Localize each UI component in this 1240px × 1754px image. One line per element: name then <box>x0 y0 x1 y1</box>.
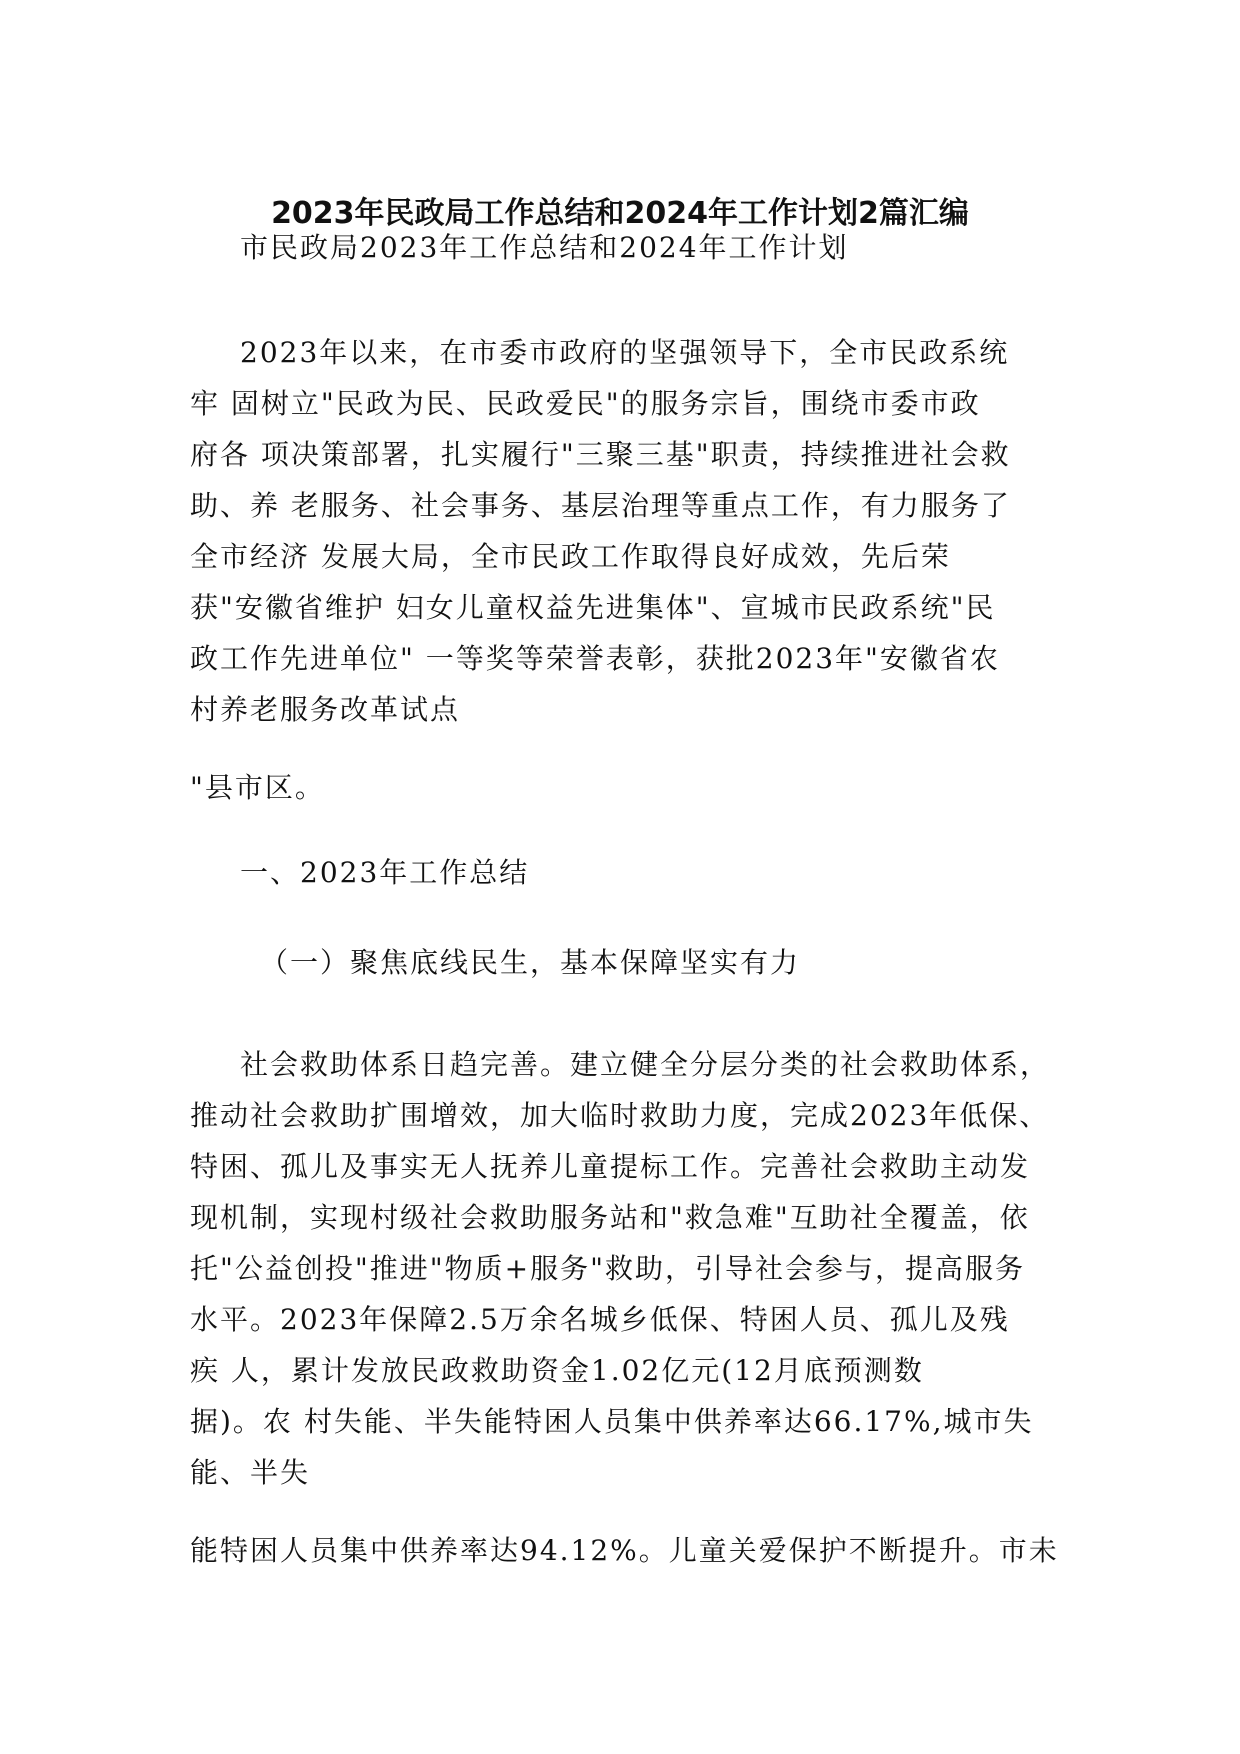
document-subtitle: 市民政局2023年工作总结和2024年工作计划 <box>240 231 849 264</box>
paragraph1-line-1: 2023年以来，在市委市政府的坚强领导下，全市民政系统 <box>240 336 1010 369</box>
subsection-heading: （一）聚焦底线民生，基本保障坚实有力 <box>260 946 801 979</box>
paragraph1-line-2: 牢 固树立"民政为民、民政爱民"的服务宗旨，围绕市委市政 <box>190 387 981 420</box>
document-title: 2023年民政局工作总结和2024年工作计划2篇汇编 <box>271 196 969 231</box>
paragraph2-line-5: 托"公益创投"推进"物质+服务"救助，引导社会参与，提高服务 <box>190 1252 1025 1285</box>
paragraph2-line-3: 特困、孤儿及事实无人抚养儿童提标工作。完善社会救助主动发 <box>190 1150 1031 1183</box>
paragraph1-tail: "县市区。 <box>190 771 325 804</box>
section-heading: 一、2023年工作总结 <box>240 856 530 889</box>
paragraph2-line-9: 能、半失 <box>190 1456 311 1489</box>
paragraph1-line-6: 获"安徽省维护 妇女儿童权益先进集体"、宣城市民政系统"民 <box>190 591 996 624</box>
paragraph1-line-7: 政工作先进单位" 一等奖等荣誉表彰，获批2023年"安徽省农 <box>190 642 1000 675</box>
paragraph1-line-4: 助、养 老服务、社会事务、基层治理等重点工作，有力服务了 <box>190 489 1011 522</box>
paragraph1-line-5: 全市经济 发展大局，全市民政工作取得良好成效，先后荣 <box>190 540 951 573</box>
paragraph2-tail: 能特困人员集中供养率达94.12%。儿童关爱保护不断提升。市未 <box>190 1534 1059 1567</box>
paragraph2-line-7: 疾 人，累计发放民政救助资金1.02亿元(12月底预测数 <box>190 1354 924 1387</box>
paragraph2-line-1: 社会救助体系日趋完善。建立健全分层分类的社会救助体系， <box>240 1048 1051 1081</box>
paragraph1-line-3: 府各 项决策部署，扎实履行"三聚三基"职责，持续推进社会救 <box>190 438 1011 471</box>
paragraph2-line-8: 据)。农 村失能、半失能特困人员集中供养率达66.17%,城市失 <box>190 1405 1034 1438</box>
paragraph1-line-8: 村养老服务改革试点 <box>190 693 461 726</box>
paragraph2-line-4: 现机制，实现村级社会救助服务站和"救急难"互助社全覆盖，依 <box>190 1201 1030 1234</box>
paragraph2-line-6: 水平。2023年保障2.5万余名城乡低保、特困人员、孤儿及残 <box>190 1303 1010 1336</box>
paragraph2-line-2: 推动社会救助扩围增效，加大临时救助力度，完成2023年低保、 <box>190 1099 1050 1132</box>
